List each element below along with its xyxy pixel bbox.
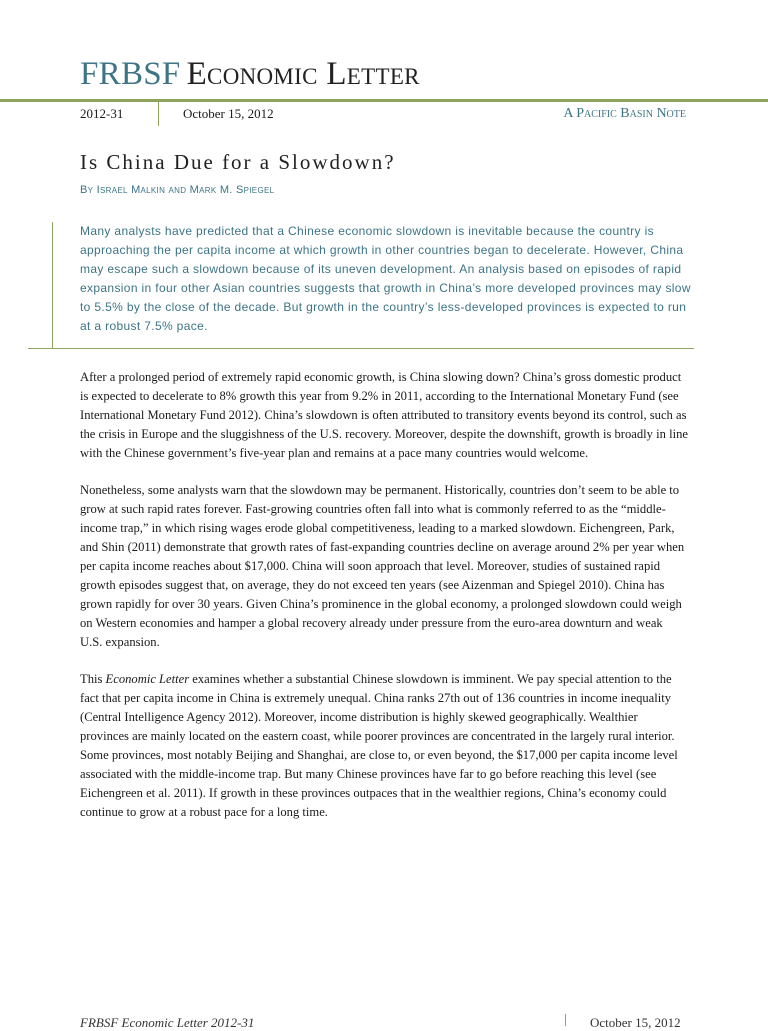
header-rule	[0, 99, 768, 102]
publication-name: Economic Letter	[105, 672, 190, 686]
masthead	[80, 56, 420, 93]
paragraph-3-rest: examines whether a substantial Chinese slowdown is imminent. We pay special attention to the fact that per capita income in China is extremely unequal. China ranks 27th out of 136 countries in income inequality (Central Intelligence Agency 2012). Moreover, income distribution is highly skewed geographically. Wealthier provinces are mainly located on the eastern coast, while poorer provinces are concentrated in the largely rural interior. Some provinces, most notably Beijing and Shanghai, are close to, or even beyond, the $17,000 per capita income level associated with the middle-income trap. But many Chinese provinces have far to go before reaching this level (see Eichengreen et al. 2011). If growth in these provinces outpaces that in the wealthier regions, China’s economy could continue to grow at a robust pace for a long time.	[80, 672, 678, 819]
issue-date: October 15, 2012	[183, 106, 274, 121]
body-paragraph-3	[80, 670, 688, 822]
body-paragraph-1: After a prolonged period of extremely rapid economic growth, is China slowing down? China’s gross domestic product is expected to decelerate to 8% growth this year from 9.2% in 2011, according to the International Monetary Fund (see International Monetary Fund 2012). China’s slowdown is often attributed to transitory events beyond its control, such as the crisis in Europe and the sluggishness of the U.S. recovery. Moreover, despite the downshift, growth is broadly in line with the Chinese government’s five-year plan and remains at a pace many countries would welcome.	[80, 370, 688, 460]
footer-date: October 15, 2012	[590, 1015, 681, 1030]
paragraph-3-lead: This	[80, 672, 106, 686]
masthead-brand: FRBSF	[80, 56, 181, 92]
masthead-title: Economic Letter	[186, 56, 420, 92]
issue-divider	[158, 100, 159, 126]
abstract-rule	[28, 348, 694, 349]
footer-divider	[565, 1014, 566, 1026]
abstract-bar	[52, 222, 53, 348]
abstract: Many analysts have predicted that a Chinese economic slowdown is inevitable because the country is approaching the per capita income at which growth in other countries began to decelerate. However, China may escape such a slowdown because of its uneven development. An analysis based on episodes of rapid expansion in four other Asian countries suggests that growth in China’s more developed provinces may slow to 5.5% by the close of the decade. But growth in the country’s less-developed provinces is expected to run at a robust 7.5% pace.	[80, 224, 691, 334]
issue-number: 2012-31	[80, 106, 124, 121]
article-body	[80, 368, 688, 840]
byline: By Israel Malkin and Mark M. Spiegel	[80, 184, 275, 196]
series-label: A Pacific Basin Note	[563, 106, 686, 121]
footer-publication: FRBSF Economic Letter 2012-31	[80, 1015, 255, 1030]
article-title: Is China Due for a Slowdown?	[80, 150, 396, 174]
body-paragraph-2: Nonetheless, some analysts warn that the slowdown may be permanent. Historically, countries don’t seem to be able to grow at such rapid rates forever. Fast-growing countries often fall into what is commonly referred to as the “middle-income trap,” in which rising wages erode global competitiveness, leading to a marked slowdown. Eichengreen, Park, and Shin (2011) demonstrate that growth rates of fast-expanding countries decline on average around 2% per year when per capita income reaches about $17,000. China will soon approach that level. Moreover, studies of sustained rapid growth episodes suggest that, on average, they do not exceed ten years (see Aizenman and Spiegel 2010). China has grown rapidly for over 30 years. Given China’s prominence in the global economy, a prolonged slowdown could weigh on Western economies and hamper a global recovery already under pressure from the euro-area downturn and weak U.S. expansion.	[80, 483, 685, 649]
